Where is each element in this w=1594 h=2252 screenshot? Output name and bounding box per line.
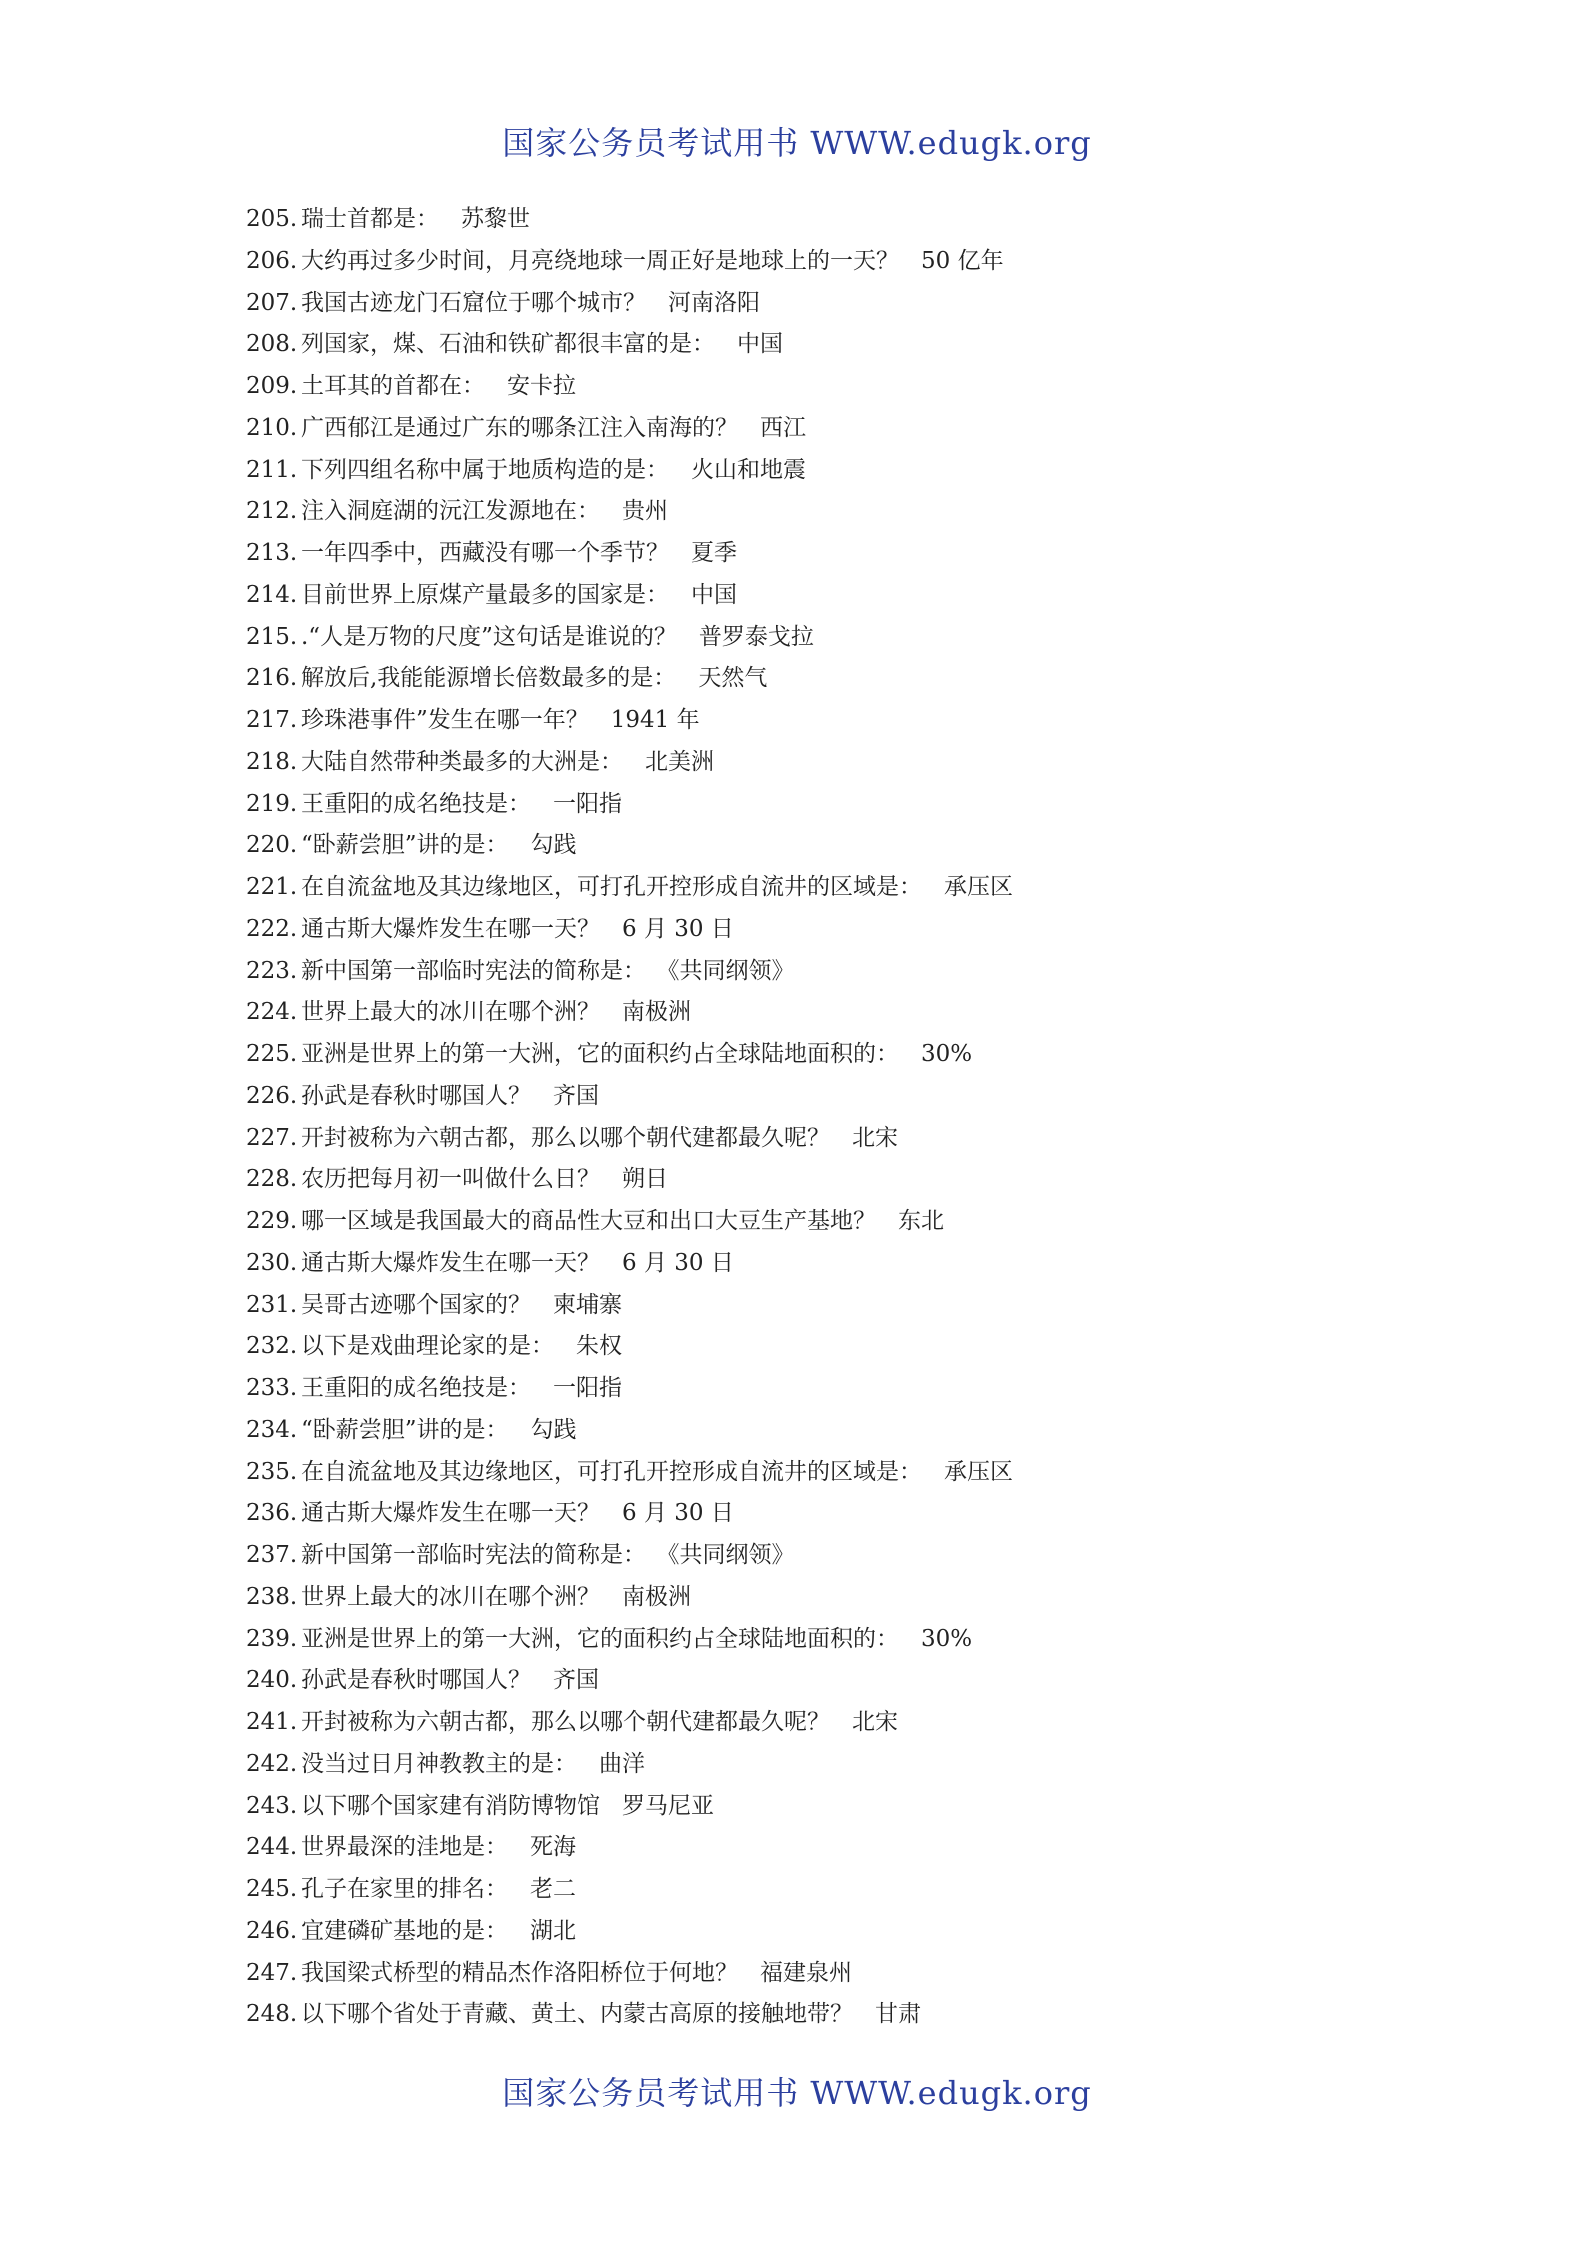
list-item xyxy=(246,1744,1406,1786)
item-number: 210. xyxy=(246,414,298,441)
item-number: 242. xyxy=(246,1750,298,1777)
item-question: 以下是戏曲理论家的是： xyxy=(301,1333,554,1360)
item-answer: 北美洲 xyxy=(645,748,714,775)
item-question: 通古斯大爆炸发生在哪一天？ xyxy=(301,1249,600,1276)
item-answer: 中国 xyxy=(691,581,737,608)
item-number: 231. xyxy=(246,1291,298,1318)
list-item xyxy=(246,825,1406,867)
item-number: 206. xyxy=(246,247,298,274)
list-item xyxy=(246,199,1406,241)
list-item xyxy=(246,909,1406,951)
item-answer: 火山和地震 xyxy=(691,456,806,483)
item-number: 234. xyxy=(246,1416,298,1443)
item-number: 214. xyxy=(246,581,298,608)
item-answer: 苏黎世 xyxy=(461,206,530,232)
item-number: 241. xyxy=(246,1709,298,1735)
item-number: 226. xyxy=(246,1082,298,1109)
item-answer: 天然气 xyxy=(698,665,768,692)
list-item xyxy=(246,1953,1406,1995)
item-number: 209. xyxy=(246,373,298,399)
list-item xyxy=(246,324,1406,366)
item-question: 孙武是春秋时哪国人？ xyxy=(301,1667,531,1694)
page-footer: 国家公务员考试用书 WWW.edugk.org xyxy=(502,2074,1092,2112)
question-list xyxy=(246,199,1406,2036)
item-answer: 朔日 xyxy=(622,1166,668,1193)
list-item xyxy=(246,533,1406,575)
list-item xyxy=(246,784,1406,826)
item-answer: 东北 xyxy=(898,1208,944,1234)
item-number: 219. xyxy=(246,790,298,817)
item-number: 246. xyxy=(246,1917,298,1944)
item-question: 下列四组名称中属于地质构造的是： xyxy=(301,456,669,483)
item-number: 230. xyxy=(246,1249,298,1276)
item-answer: 曲洋 xyxy=(599,1750,645,1777)
item-number: 224. xyxy=(246,999,298,1026)
item-answer: 一阳指 xyxy=(553,790,622,817)
item-answer: 普罗泰戈拉 xyxy=(698,623,814,650)
item-question: 亚洲是世界上的第一大洲，它的面积约占全球陆地面积的： xyxy=(301,1041,899,1067)
list-item xyxy=(246,1493,1406,1535)
item-answer: 一阳指 xyxy=(553,1375,622,1401)
item-question: 孙武是春秋时哪国人？ xyxy=(301,1082,531,1109)
item-number: 240. xyxy=(246,1667,298,1694)
item-question: 解放后,我能能源增长倍数最多的是： xyxy=(301,665,677,692)
list-item xyxy=(246,1076,1406,1118)
item-number: 228. xyxy=(246,1166,298,1193)
item-answer: 30% xyxy=(921,1041,973,1067)
item-answer: 齐国 xyxy=(553,1667,599,1694)
list-item xyxy=(246,617,1406,659)
item-number: 238. xyxy=(246,1583,298,1610)
item-answer: 湖北 xyxy=(530,1917,576,1944)
item-question: 世界最深的洼地是： xyxy=(301,1834,508,1861)
item-question: 我国梁式桥型的精品杰作洛阳桥位于何地？ xyxy=(301,1959,738,1986)
item-number: 225. xyxy=(246,1041,298,1067)
list-item xyxy=(246,700,1406,742)
item-question: 以下哪个省处于青藏、黄土、内蒙古高原的接触地带？ xyxy=(301,2001,853,2028)
list-item xyxy=(246,1368,1406,1410)
list-item xyxy=(246,1452,1406,1494)
item-number: 218. xyxy=(246,748,298,775)
list-item xyxy=(246,1410,1406,1452)
list-item xyxy=(246,1869,1406,1911)
item-answer: 30% xyxy=(921,1625,973,1652)
list-item xyxy=(246,366,1406,408)
item-question: 亚洲是世界上的第一大洲，它的面积约占全球陆地面积的： xyxy=(301,1625,899,1652)
item-number: 223. xyxy=(246,957,298,984)
item-answer: 安卡拉 xyxy=(507,373,576,399)
item-answer: 6 月 30 日 xyxy=(622,1500,734,1527)
list-item xyxy=(246,1159,1406,1201)
item-question: 在自流盆地及其边缘地区，可打孔开控形成自流井的区域是： xyxy=(301,874,922,900)
item-question: 世界上最大的冰川在哪个洲？ xyxy=(301,999,600,1026)
item-question: 列国家，煤、石油和铁矿都很丰富的是： xyxy=(301,331,715,358)
item-question: 王重阳的成名绝技是： xyxy=(301,790,531,817)
item-answer: 福建泉州 xyxy=(760,1959,852,1986)
item-question: 通古斯大爆炸发生在哪一天？ xyxy=(301,1500,600,1527)
list-item xyxy=(246,1535,1406,1577)
list-item xyxy=(246,1034,1406,1076)
item-number: 222. xyxy=(246,915,298,942)
item-question: 新中国第一部临时宪法的简称是： xyxy=(301,957,646,984)
item-answer: 承压区 xyxy=(944,1458,1013,1485)
list-item xyxy=(246,1660,1406,1702)
item-number: 216. xyxy=(246,665,298,692)
item-answer: 勾践 xyxy=(530,832,577,859)
item-answer: 6 月 30 日 xyxy=(622,1249,734,1276)
list-item xyxy=(246,742,1406,784)
list-item xyxy=(246,1786,1406,1828)
item-question: 土耳其的首都在： xyxy=(301,373,485,399)
item-question: 宜建磷矿基地的是： xyxy=(301,1917,508,1944)
list-item xyxy=(246,1118,1406,1160)
item-number: 236. xyxy=(246,1500,298,1527)
item-answer: 朱权 xyxy=(576,1333,622,1360)
item-answer: 6 月 30 日 xyxy=(622,915,734,942)
list-item xyxy=(246,283,1406,325)
item-question: 王重阳的成名绝技是： xyxy=(301,1375,531,1401)
item-answer: 死海 xyxy=(530,1834,576,1861)
item-question: 开封被称为六朝古都，那么以哪个朝代建都最久呢？ xyxy=(301,1124,830,1151)
item-answer: 勾践 xyxy=(530,1416,577,1443)
item-question: 农历把每月初一叫做什么日？ xyxy=(301,1166,600,1193)
list-item xyxy=(246,951,1406,993)
list-item xyxy=(246,658,1406,700)
item-question: 吴哥古迹哪个国家的？ xyxy=(301,1291,531,1318)
item-question: 没当过日月神教教主的是： xyxy=(301,1750,577,1777)
list-item xyxy=(246,408,1406,450)
list-item xyxy=(246,1326,1406,1368)
item-number: 243. xyxy=(246,1792,298,1819)
item-question: 我国古迹龙门石窟位于哪个城市？ xyxy=(301,289,646,316)
item-answer: 《共同纲领》 xyxy=(668,1542,795,1568)
item-number: 211. xyxy=(246,456,298,483)
item-answer: 北宋 xyxy=(852,1124,898,1151)
item-number: 248. xyxy=(246,2001,298,2028)
list-item xyxy=(246,575,1406,617)
item-question: 在自流盆地及其边缘地区，可打孔开控形成自流井的区域是： xyxy=(301,1458,922,1485)
item-question: 开封被称为六朝古都，那么以哪个朝代建都最久呢？ xyxy=(301,1709,830,1735)
item-question: 世界上最大的冰川在哪个洲？ xyxy=(301,1583,600,1610)
item-answer: 柬埔寨 xyxy=(553,1291,622,1318)
item-number: 245. xyxy=(246,1876,298,1902)
item-number: 235. xyxy=(246,1458,298,1485)
item-answer: 中国 xyxy=(737,331,783,358)
item-question: 孔子在家里的排名： xyxy=(301,1876,508,1902)
list-item xyxy=(246,1827,1406,1869)
item-number: 233. xyxy=(246,1375,298,1401)
item-number: 237. xyxy=(246,1542,298,1568)
list-item xyxy=(246,1994,1406,2036)
item-answer: 罗马尼亚 xyxy=(622,1792,714,1819)
item-answer: 甘肃 xyxy=(875,2001,921,2028)
item-question: 珍珠港事件”发生在哪一年？ xyxy=(301,707,589,733)
list-item xyxy=(246,1201,1406,1243)
item-answer: 齐国 xyxy=(553,1082,599,1109)
item-question: 目前世界上原煤产量最多的国家是： xyxy=(301,581,669,608)
item-number: 247. xyxy=(246,1959,298,1986)
list-item xyxy=(246,1911,1406,1953)
page-header: 国家公务员考试用书 WWW.edugk.org xyxy=(502,124,1092,162)
item-number: 229. xyxy=(246,1208,298,1234)
item-number: 221. xyxy=(246,874,298,900)
item-question: 大陆自然带种类最多的大洲是： xyxy=(301,748,623,775)
item-answer: 南极洲 xyxy=(622,999,691,1026)
list-item xyxy=(246,1619,1406,1661)
list-item xyxy=(246,867,1406,909)
item-number: 244. xyxy=(246,1834,298,1861)
item-answer: 夏季 xyxy=(691,540,737,566)
item-question: “卧薪尝胆”讲的是： xyxy=(301,832,509,859)
item-answer: 北宋 xyxy=(852,1709,898,1735)
item-number: 215. xyxy=(246,623,298,650)
item-number: 227. xyxy=(246,1124,298,1151)
item-number: 220. xyxy=(246,832,298,859)
list-item xyxy=(246,1702,1406,1744)
item-answer: 河南洛阳 xyxy=(668,289,760,316)
item-question: 哪一区域是我国最大的商品性大豆和出口大豆生产基地？ xyxy=(301,1208,876,1234)
item-question: 广西郁江是通过广东的哪条江注入南海的？ xyxy=(301,414,738,441)
item-question: .“人是万物的尺度”这句话是谁说的？ xyxy=(301,623,677,650)
item-answer: 老二 xyxy=(530,1876,576,1902)
item-answer: 50 亿年 xyxy=(921,247,1004,274)
item-number: 217. xyxy=(246,707,298,733)
list-item xyxy=(246,241,1406,283)
item-number: 213. xyxy=(246,540,298,566)
item-answer: 承压区 xyxy=(944,874,1013,900)
item-answer: 贵州 xyxy=(622,498,668,525)
item-number: 207. xyxy=(246,289,298,316)
list-item xyxy=(246,992,1406,1034)
item-question: “卧薪尝胆”讲的是： xyxy=(301,1416,509,1443)
item-number: 239. xyxy=(246,1625,298,1652)
item-number: 205. xyxy=(246,206,298,232)
item-number: 208. xyxy=(246,331,298,358)
list-item xyxy=(246,1577,1406,1619)
item-question: 注入洞庭湖的沅江发源地在： xyxy=(301,498,600,525)
item-answer: 《共同纲领》 xyxy=(668,957,795,984)
item-question: 瑞士首都是： xyxy=(301,206,439,232)
item-question: 新中国第一部临时宪法的简称是： xyxy=(301,1542,646,1568)
item-question: 大约再过多少时间，月亮绕地球一周正好是地球上的一天？ xyxy=(301,247,899,274)
list-item xyxy=(246,491,1406,533)
item-answer: 南极洲 xyxy=(622,1583,691,1610)
list-item xyxy=(246,450,1406,492)
item-answer: 1941 年 xyxy=(610,707,700,733)
item-question: 以下哪个国家建有消防博物馆 xyxy=(301,1792,600,1819)
item-question: 一年四季中，西藏没有哪一个季节？ xyxy=(301,540,669,566)
item-question: 通古斯大爆炸发生在哪一天？ xyxy=(301,915,600,942)
item-number: 232. xyxy=(246,1333,298,1360)
list-item xyxy=(246,1285,1406,1327)
list-item xyxy=(246,1243,1406,1285)
item-number: 212. xyxy=(246,498,298,525)
item-answer: 西江 xyxy=(760,414,806,441)
